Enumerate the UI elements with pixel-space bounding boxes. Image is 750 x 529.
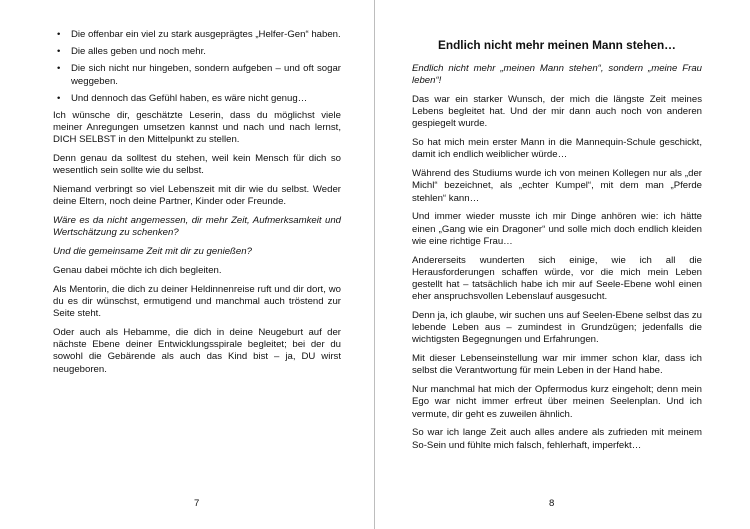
list-item: • Die sich nicht nur hingeben, sondern aufgeben – und oft sogar weggeben.: [53, 63, 341, 87]
page-number: 7: [194, 498, 200, 509]
paragraph: Niemand verbringt so viel Lebenszeit mit dir wie du selbst. Weder deine Eltern, noch deine Partner, Kinder oder Freunde.: [53, 184, 341, 208]
paragraph: Oder auch als Hebamme, die dich in deine Neugeburt auf der nächste Ebene deiner Entwicklungsspirale begleitet; bei der du sowohl die Gebärende als auch das Kind bist – ja, DU wirst neugeboren.: [53, 327, 341, 375]
right-page: [378, 0, 750, 529]
italic-question: Wäre es da nicht angemessen, dir mehr Zeit, Aufmerksamkeit und Wertschätzung zu schenken?: [53, 215, 341, 239]
chapter-title: Endlich nicht mehr meinen Mann stehen…: [438, 38, 676, 52]
paragraph: So war ich lange Zeit auch alles andere als zufrieden mit meinem So-Sein und fühlte mich falsch, fehlerhaft, imperfekt…: [412, 427, 702, 451]
helper-list: [53, 29, 341, 105]
list-item: • Die offenbar ein viel zu stark ausgeprägtes „Helfer-Gen“ haben.: [53, 29, 341, 41]
paragraph: Das war ein starker Wunsch, der mich die längste Zeit meines Lebens begleitet hat. Und der mir dann auch noch von anderen gespiegelt wurde.: [412, 94, 702, 130]
paragraph: Genau dabei möchte ich dich begleiten.: [53, 265, 222, 277]
list-item: • Und dennoch das Gefühl haben, es wäre nicht genug…: [53, 93, 341, 105]
paragraph: Als Mentorin, die dich zu deiner Heldinnenreise ruft und dir dort, wo du es dir wünschst, ermutigend und manchmal auch tröstend zur Seite steht.: [53, 283, 341, 320]
paragraph: Denn ja, ich glaube, wir suchen uns auf Seelen-Ebene selbst das zu lebende Leben aus – zumindest in Grundzügen; jedenfalls die wichtigsten Begegnungen und Erfahrungen.: [412, 310, 702, 346]
page-divider: [374, 0, 375, 529]
paragraph: Nur manchmal hat mich der Opfermodus kurz eingeholt; denn mein Ego war nicht immer erfreut über meinen Seelenplan. Und ich vermute, dir geht es zuweilen ähnlich.: [412, 384, 702, 420]
italic-question: Und die gemeinsame Zeit mit dir zu genießen?: [53, 246, 252, 258]
paragraph: Und immer wieder musste ich mir Dinge anhören wie: ich hätte einen „Gang wie ein Dragoner“ und solle mich doch endlich kleiden wie eine richtige Frau…: [412, 211, 702, 247]
paragraph: So hat mich mein erster Mann in die Mannequin-Schule geschickt, damit ich endlich weiblicher würde…: [412, 137, 702, 161]
left-page-body: [53, 29, 341, 382]
right-page-body: [412, 63, 702, 458]
paragraph: Mit dieser Lebenseinstellung war mir immer schon klar, dass ich selbst die Verantwortung für mein Leben in der Hand habe.: [412, 353, 702, 377]
paragraph: Andererseits wunderten sich einige, wie ich all die Herausforderungen schaffen würde, vor die mich mein Leben gestellt hat – tatsächlich habe ich mir auf Seele-Ebene wohl einen eher anspruchsvollen Lebenslauf ausgesucht.: [412, 254, 702, 303]
list-item: • Die alles geben und noch mehr.: [53, 46, 341, 58]
paragraph: Während des Studiums wurde ich von meinen Kollegen nur als „der Michl“ bezeichnet, als „echter Kumpel“, mit dem man „Pferde stehlen“ kann…: [412, 168, 702, 204]
italic-intro: Endlich nicht mehr „meinen Mann stehen“, sondern „meine Frau leben“!: [412, 63, 702, 87]
left-page: [0, 0, 372, 529]
paragraph: Ich wünsche dir, geschätzte Leserin, dass du möglichst viele meiner Anregungen umsetzen kannst und nach und nach lernst, DICH SELBST in den Mittelpunkt zu stellen.: [53, 110, 341, 146]
paragraph: Denn genau da solltest du stehen, weil kein Mensch für dich so wesentlich sein sollte wie du selbst.: [53, 153, 341, 177]
page-number: 8: [549, 498, 555, 509]
